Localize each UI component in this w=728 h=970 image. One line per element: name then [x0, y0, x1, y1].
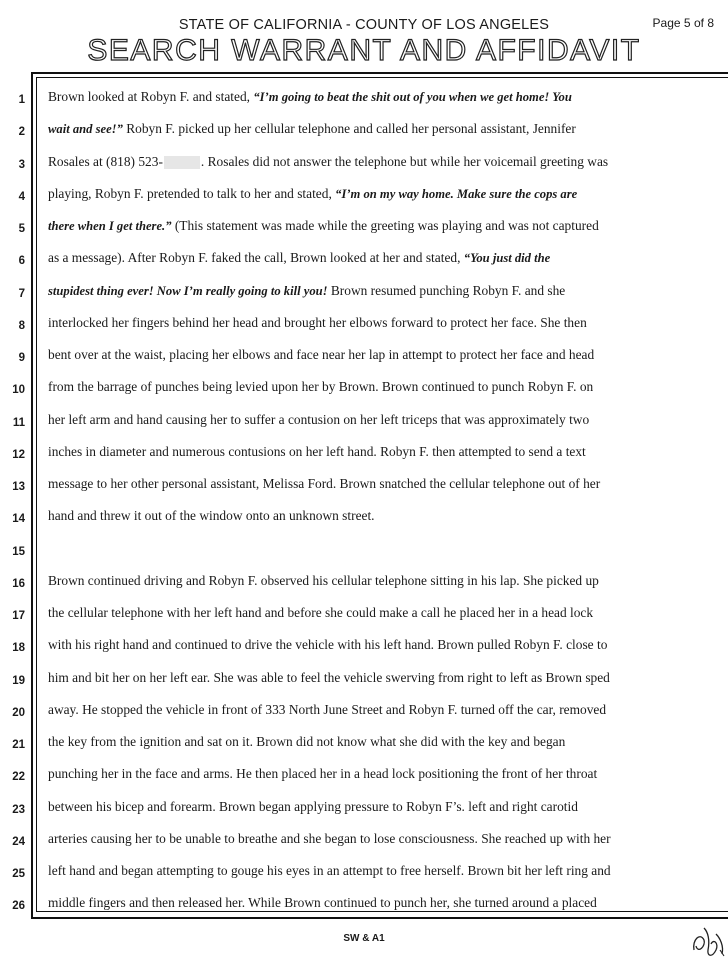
document-line [0, 567, 728, 597]
line-text [48, 184, 728, 204]
line-number: 11 [12, 416, 25, 429]
line-text [48, 603, 728, 623]
document-line [0, 728, 728, 758]
line-number: 21 [12, 739, 25, 751]
line-number: 7 [18, 287, 25, 300]
line-number: 9 [18, 352, 25, 364]
line-text [48, 668, 728, 688]
document-line [0, 180, 728, 210]
line-segment: (This statement was made while the greeting was playing and was not captured [171, 218, 599, 233]
line-text [48, 119, 728, 139]
document-line [0, 244, 728, 274]
line-segment: inches in diameter and numerous contusions on her left hand. Robyn F. then attempted to send a text [48, 443, 586, 459]
document-line [0, 277, 728, 307]
line-segment: interlocked her fingers behind her head and brought her elbows forward to protect her face. She then [48, 314, 587, 330]
document-title: SEARCH WARRANT AND AFFIDAVIT [87, 34, 641, 67]
line-number: 24 [12, 835, 25, 848]
quoted-statement: stupidest thing ever! Now I’m really going to kill you! [48, 283, 328, 298]
document-line [0, 793, 728, 823]
line-segment: with his right hand and continued to drive the vehicle with his left hand. Brown pulled Robyn F. close to [48, 637, 608, 653]
page-current: 5 [683, 16, 691, 30]
line-segment: playing, Robyn F. pretended to talk to her and stated, [48, 185, 336, 201]
line-segment: . Rosales did not answer the telephone but while her voicemail greeting was [200, 153, 609, 169]
line-text [48, 377, 728, 397]
document-line [0, 83, 728, 113]
document-line [0, 599, 728, 629]
line-segment: away. He stopped the vehicle in front of 333 North June Street and Robyn F. turned off the car, removed [48, 701, 607, 717]
document-line [0, 373, 728, 403]
line-segment: middle fingers and then released her. While Brown continued to punch her, she turned around a placed [48, 895, 597, 911]
line-segment: punching her in the face and arms. He then placed her in a head lock positioning the front of her throat [48, 766, 598, 782]
line-text [48, 861, 728, 881]
quoted-statement: “I’m on my way home. Make sure the cops are [335, 186, 578, 201]
line-text [48, 216, 728, 236]
document-line [0, 341, 728, 371]
document-line [0, 760, 728, 790]
page-of: of [693, 16, 704, 30]
line-number: 19 [12, 674, 25, 687]
line-number: 6 [18, 255, 25, 268]
line-text [48, 87, 728, 107]
document-line [0, 535, 728, 565]
page-label: Page [652, 16, 681, 30]
document-line [0, 115, 728, 145]
line-number: 25 [12, 868, 25, 880]
line-number: 8 [18, 319, 25, 332]
line-segment: between his bicep and forearm. Brown began applying pressure to Robyn F’s. left and right carotid [48, 798, 578, 814]
line-text [48, 506, 728, 526]
line-number: 1 [18, 94, 25, 106]
quoted-statement: “I’m going to beat the shit out of you when we get home! You [253, 90, 572, 104]
line-text [48, 700, 728, 720]
quoted-statement: there when I get there.” [48, 219, 172, 233]
line-number: 13 [12, 481, 25, 493]
document-line [0, 438, 728, 468]
line-segment: her left arm and hand causing her to suffer a contusion on her left triceps that was approximately two [48, 411, 590, 427]
document-line [0, 406, 728, 436]
line-number: 10 [12, 384, 25, 397]
redacted-digits [164, 156, 200, 169]
line-text [48, 732, 728, 752]
line-text [48, 893, 728, 913]
line-number: 18 [12, 642, 25, 655]
line-segment: Brown continued driving and Robyn F. observed his cellular telephone sitting in his lap. She picked up [48, 572, 599, 588]
line-segment: as a message). After Robyn F. faked the call, Brown looked at her and stated, [48, 250, 464, 266]
document-line [0, 889, 728, 919]
document-line [0, 148, 728, 178]
line-segment: bent over at the waist, placing her elbows and face near her lap in attempt to protect her face and head [48, 347, 595, 362]
document-line [0, 470, 728, 500]
line-text [48, 797, 728, 817]
footer-label: SW & A1 [343, 933, 385, 944]
line-number: 16 [12, 577, 25, 590]
document-line [0, 212, 728, 242]
line-number: 20 [12, 706, 25, 719]
line-segment: the cellular telephone with her left hand and before she could make a call he placed her in a head lock [48, 605, 594, 620]
line-text [48, 313, 728, 333]
line-number: 15 [12, 545, 25, 558]
line-number: 3 [18, 158, 25, 171]
line-text [48, 281, 728, 301]
line-segment: hand and threw it out of the window onto an unknown street. [48, 508, 375, 524]
document-line [0, 664, 728, 694]
line-number: 23 [12, 803, 25, 816]
line-number: 5 [18, 223, 25, 235]
line-text [48, 829, 728, 849]
line-text [48, 345, 728, 365]
quoted-statement: “You just did the [463, 251, 551, 266]
line-text [48, 442, 728, 462]
document-line [0, 631, 728, 661]
line-segment: the key from the ignition and sat on it. Brown did not know what she did with the key and began [48, 734, 566, 749]
line-segment: Rosales at (818) 523- [48, 153, 163, 169]
line-number: 26 [12, 900, 25, 913]
document-line [0, 309, 728, 339]
line-segment: left hand and began attempting to gouge his eyes in an attempt to free herself. Brown bit her left ring and [48, 863, 611, 878]
line-text [48, 152, 728, 172]
document-line [0, 696, 728, 726]
line-segment: him and bit her on her left ear. She was able to feel the vehicle swerving from right to left as Brown sped [48, 669, 610, 685]
handwritten-initials-mark [690, 920, 728, 964]
line-number: 22 [12, 771, 25, 784]
line-text [48, 248, 728, 268]
line-segment: Brown resumed punching Robyn F. and she [327, 282, 566, 298]
line-segment: arteries causing her to be unable to breathe and she began to lose consciousness. She reached up with her [48, 830, 611, 846]
line-number: 17 [12, 610, 25, 622]
quoted-statement: wait and see!” [48, 122, 123, 137]
line-number: 12 [12, 448, 25, 461]
line-text [48, 571, 728, 591]
line-segment: from the barrage of punches being levied upon her by Brown. Brown continued to punch Robyn F. on [48, 379, 594, 395]
line-number: 4 [18, 190, 25, 203]
line-number: 2 [18, 126, 25, 139]
line-number: 14 [12, 513, 25, 526]
line-segment: Robyn F. picked up her cellular telephone and called her personal assistant, Jennifer [122, 121, 576, 137]
line-text [48, 474, 728, 494]
document-line [0, 825, 728, 855]
line-segment: Brown looked at Robyn F. and stated, [48, 89, 254, 104]
state-county-heading: STATE OF CALIFORNIA - COUNTY OF LOS ANGELES [178, 17, 550, 33]
line-text [48, 410, 728, 430]
document-line [0, 857, 728, 887]
line-segment: message to her other personal assistant, Melissa Ford. Brown snatched the cellular telephone out of her [48, 476, 601, 491]
line-text [48, 635, 728, 655]
document-line [0, 502, 728, 532]
page-total: 8 [707, 16, 714, 30]
page-number [653, 16, 714, 30]
line-text [48, 764, 728, 784]
